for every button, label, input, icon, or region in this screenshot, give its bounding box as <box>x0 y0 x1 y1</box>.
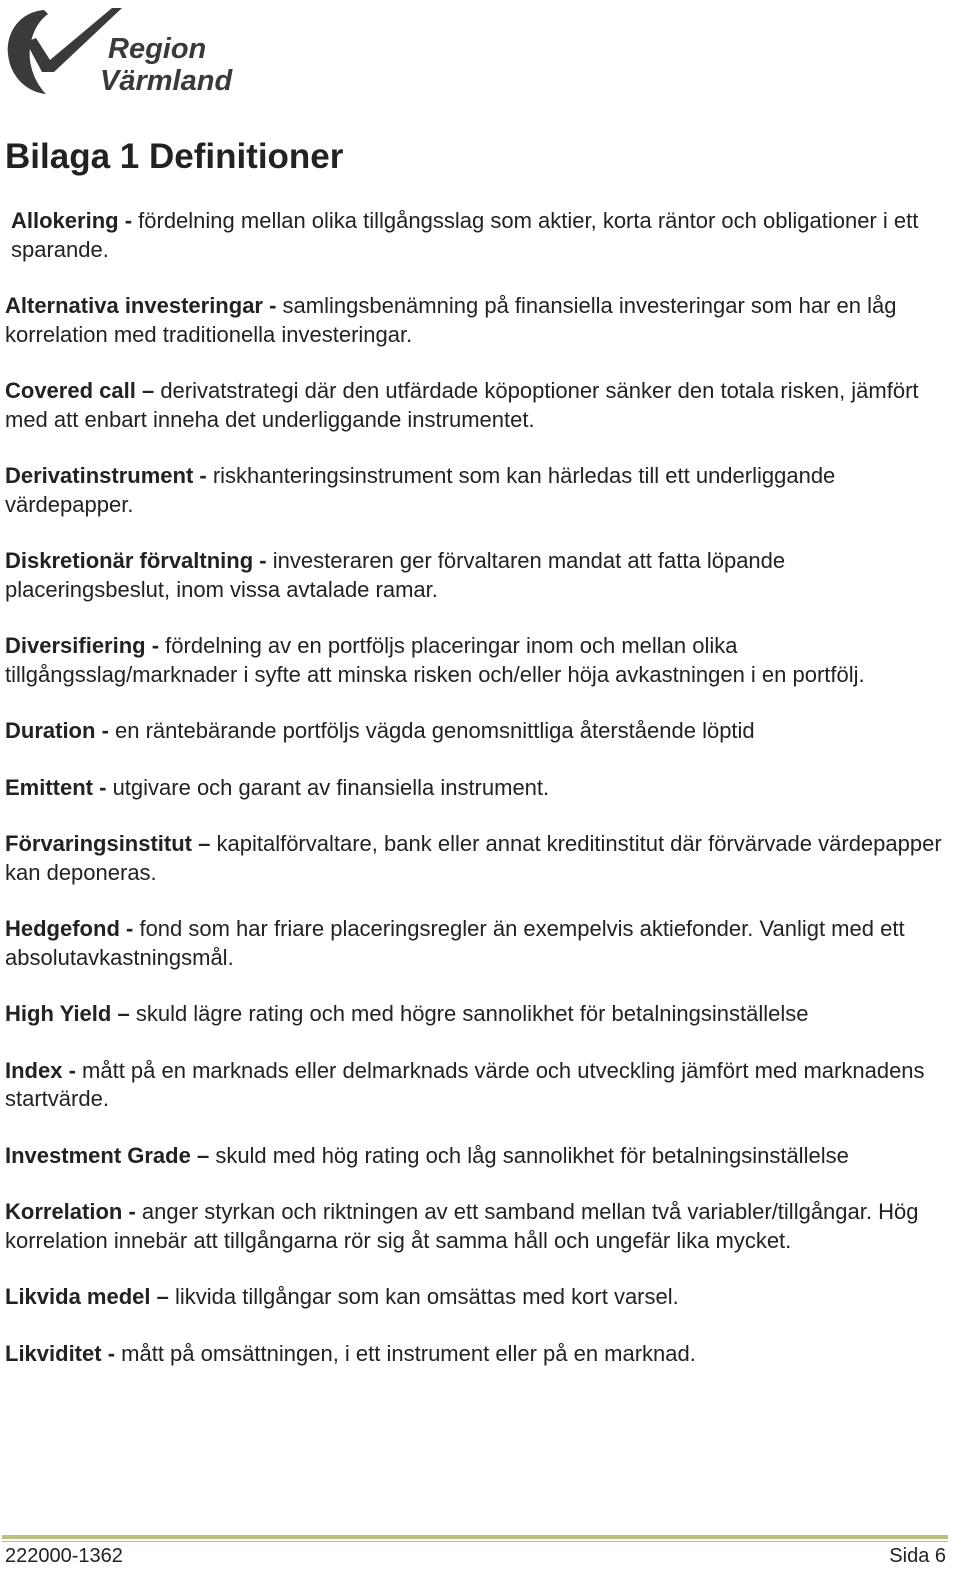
definition-separator: - <box>122 1199 142 1224</box>
definition-term: Korrelation <box>5 1199 123 1224</box>
definition-separator: - <box>118 208 139 233</box>
definition-separator: - <box>101 1340 122 1366</box>
definitions-list <box>5 207 950 1396</box>
definition-term: Index <box>5 1057 63 1083</box>
definition-term: Diskretionär förvaltning <box>5 548 254 573</box>
definition-item <box>5 292 950 349</box>
definition-text: en räntebärande portföljs vägda genomsnittliga återstående löptid <box>115 718 755 743</box>
region-varmland-logo <box>4 2 244 96</box>
definition-item <box>5 1142 950 1171</box>
definition-text: likvida tillgångar som kan omsättas med kort varsel. <box>174 1284 679 1309</box>
definition-term: Covered call <box>5 378 136 403</box>
definition-separator: - <box>193 463 213 488</box>
definition-separator: - <box>95 718 116 743</box>
definition-item <box>5 462 950 519</box>
definition-term: Likvida medel <box>5 1284 151 1309</box>
definition-text: fördelning mellan olika tillgångsslag som aktier, korta räntor och obligationer i ett sparande. <box>11 208 919 262</box>
definition-separator: - <box>145 633 166 658</box>
definition-separator: – <box>135 378 161 403</box>
definition-item <box>5 717 950 746</box>
definition-text: mått på en marknads eller delmarknads värde och utveckling jämfört med marknadens startvärde. <box>5 1057 925 1111</box>
definition-item <box>5 830 950 887</box>
definition-separator: – <box>111 1001 136 1026</box>
definition-term: Likviditet <box>5 1340 102 1366</box>
definition-term: Hedgefond <box>5 916 120 941</box>
definition-text: riskhanteringsinstrument som kan härledas till ett underliggande värdepapper. <box>5 463 836 517</box>
definition-item <box>5 547 950 604</box>
definition-term: Diversifiering <box>5 633 146 658</box>
definition-term: Duration <box>5 718 96 743</box>
definition-text: investeraren ger förvaltaren mandat att fatta löpande placeringsbeslut, inom vissa avtalade ramar. <box>5 548 786 602</box>
definition-text: derivatstrategi där den utfärdade köpoptioner sänker den totala risken, jämfört med att enbart inneha det underliggande instrumentet. <box>5 378 919 432</box>
definition-term: Alternativa investeringar <box>5 293 263 318</box>
definition-separator: – <box>190 1142 216 1168</box>
definition-item <box>5 1198 950 1255</box>
definition-separator: – <box>192 831 217 856</box>
definition-separator: – <box>150 1284 175 1309</box>
definition-item <box>5 207 950 264</box>
definition-term: Investment Grade <box>5 1142 191 1168</box>
definition-text: skuld lägre rating och med högre sannolikhet för betalningsinställelse <box>135 1001 809 1026</box>
definition-item <box>5 1283 950 1312</box>
definition-text: kapitalförvaltare, bank eller annat kreditinstitut där förvärvade värdepapper kan deponeras. <box>5 831 942 885</box>
definition-item <box>5 1057 950 1114</box>
definition-term: Emittent <box>5 774 93 800</box>
definition-term: Derivatinstrument <box>5 463 194 488</box>
definition-item <box>5 1000 950 1029</box>
footer-org-number: 222000-1362 <box>5 1545 123 1567</box>
definition-term: Allokering <box>11 208 119 233</box>
definition-item <box>5 377 950 434</box>
definition-item <box>5 632 950 689</box>
definition-separator: - <box>262 293 283 318</box>
definition-separator: - <box>253 548 273 573</box>
definition-separator: - <box>62 1057 83 1083</box>
definition-term: High Yield <box>5 1001 112 1026</box>
footer-rule-thin <box>2 1541 948 1542</box>
definition-text: utgivare och garant av finansiella instrument. <box>112 774 550 800</box>
logo-text-varmland: Värmland <box>100 65 233 96</box>
definition-text: fördelning av en portföljs placeringar inom och mellan olika tillgångsslag/marknader i syfte att minska risken och/eller höja avkastningen i en portfölj. <box>5 633 865 687</box>
definition-text: anger styrkan och riktningen av ett samband mellan två variabler/tillgångar. Hög korrelation innebär att tillgångarna rör sig åt samma håll och ungefär lika mycket. <box>5 1199 919 1253</box>
definition-item <box>5 915 950 972</box>
definition-text: samlingsbenämning på finansiella investeringar som har en låg korrelation med traditionella investeringar. <box>5 293 897 347</box>
footer-rule <box>2 1535 948 1539</box>
logo-text-region: Region <box>108 33 207 65</box>
definition-text: fond som har friare placeringsregler än exempelvis aktiefonder. Vanligt med ett absolutavkastningsmål. <box>5 916 905 970</box>
definition-item <box>5 1340 950 1369</box>
definition-term: Förvaringsinstitut <box>5 831 193 856</box>
definition-separator: - <box>119 916 140 941</box>
definition-text: skuld med hög rating och låg sannolikhet för betalningsinställelse <box>215 1142 849 1168</box>
definition-item <box>5 774 950 803</box>
definition-separator: - <box>93 774 113 800</box>
page-title: Bilaga 1 Definitioner <box>5 137 344 176</box>
footer-page-number: Sida 6 <box>889 1545 946 1567</box>
definition-text: mått på omsättningen, i ett instrument eller på en marknad. <box>121 1340 696 1366</box>
